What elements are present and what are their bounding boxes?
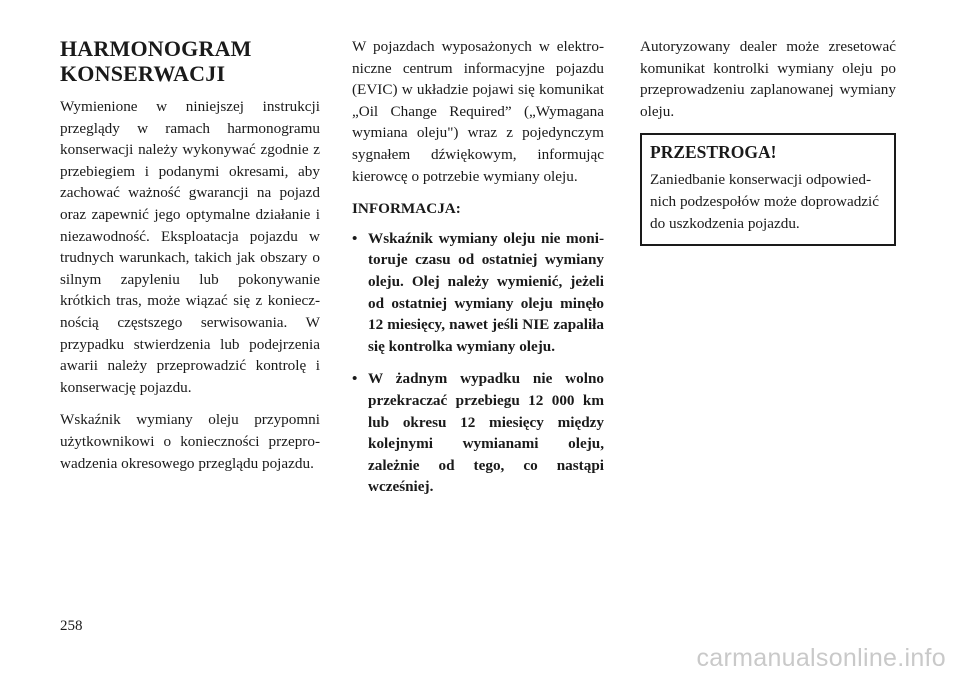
bullet-text: W żadnym wypadku nie wolno przekraczać przebiegu 12 000 km lub okresu 12 miesięcy między kolejnymi wymianami oleju, zależnie od tego, co nastąpi wcześniej. bbox=[368, 370, 604, 496]
maintenance-intro-paragraph: Wymienione w niniejszej instrukcji przeglądy w ramach harmonogramu konserwacji należy wykonywać zgodnie z przebiegiem i podanymi okresami, aby zachować ważność gwarancji na pojazd oraz zapewnić jego optymalne działanie i niezawodność. Eksploatacja pojazdu w trudnych warunkach, takich jak obszary o silnym zapyleniu lub pokonywanie krótkich tras, może wiązać się z koniecznością częstszego serwisowania. W przypadku stwierdzenia lub podejrzenia awarii należy przeprowadzić kontrolę i konserwację pojazdu. bbox=[60, 98, 320, 396]
watermark: carmanualsonline.info bbox=[696, 644, 946, 672]
caution-text: Zaniedbanie konserwacji odpowiednich podzespołów może doprowadzić do uszkodzenia pojazdu. bbox=[650, 171, 880, 232]
caution-box bbox=[640, 133, 896, 246]
bullet-icon: • bbox=[352, 370, 358, 388]
column-left bbox=[60, 36, 320, 485]
info-bullet-list bbox=[352, 228, 604, 498]
column-right bbox=[640, 36, 896, 246]
column-middle bbox=[352, 36, 604, 509]
list-item bbox=[352, 368, 604, 498]
info-heading: INFORMACJA: bbox=[352, 200, 461, 218]
section-title-line2: KONSERWACJI bbox=[60, 61, 226, 86]
evic-paragraph: W pojazdach wyposażonych w elektroniczne centrum informacyjne pojazdu (EVIC) w układzie pojawi się komunikat „Oil Change Required” („Wymagana wymiana oleju") wraz z pojedynczym sygnałem dźwiękowym, informując kierowcę o potrzebie wymiany oleju. bbox=[352, 38, 604, 185]
list-item bbox=[352, 228, 604, 358]
oil-indicator-paragraph: Wskaźnik wymiany oleju przypomni użytkownikowi o konieczności przeprowadzenia okresowego przeglądu pojazdu. bbox=[60, 411, 320, 472]
caution-title: PRZESTROGA! bbox=[650, 142, 777, 163]
section-title-line1: HARMONOGRAM bbox=[60, 36, 252, 61]
bullet-text: Wskaźnik wymiany oleju nie monitoruje czasu od ostatniej wymiany oleju. Olej należy wymienić, jeżeli od ostatniej wymiany oleju minęło 12 miesięcy, nawet jeśli NIE zapaliła się kontrolka wymiany oleju. bbox=[368, 229, 604, 355]
dealer-reset-paragraph: Autoryzowany dealer może zresetować komunikat kontrolki wymiany oleju po przeprowadzeniu zaplanowanej wymiany oleju. bbox=[640, 38, 896, 120]
page-number: 258 bbox=[60, 618, 83, 634]
section-title bbox=[60, 36, 320, 86]
bullet-icon: • bbox=[352, 229, 358, 247]
